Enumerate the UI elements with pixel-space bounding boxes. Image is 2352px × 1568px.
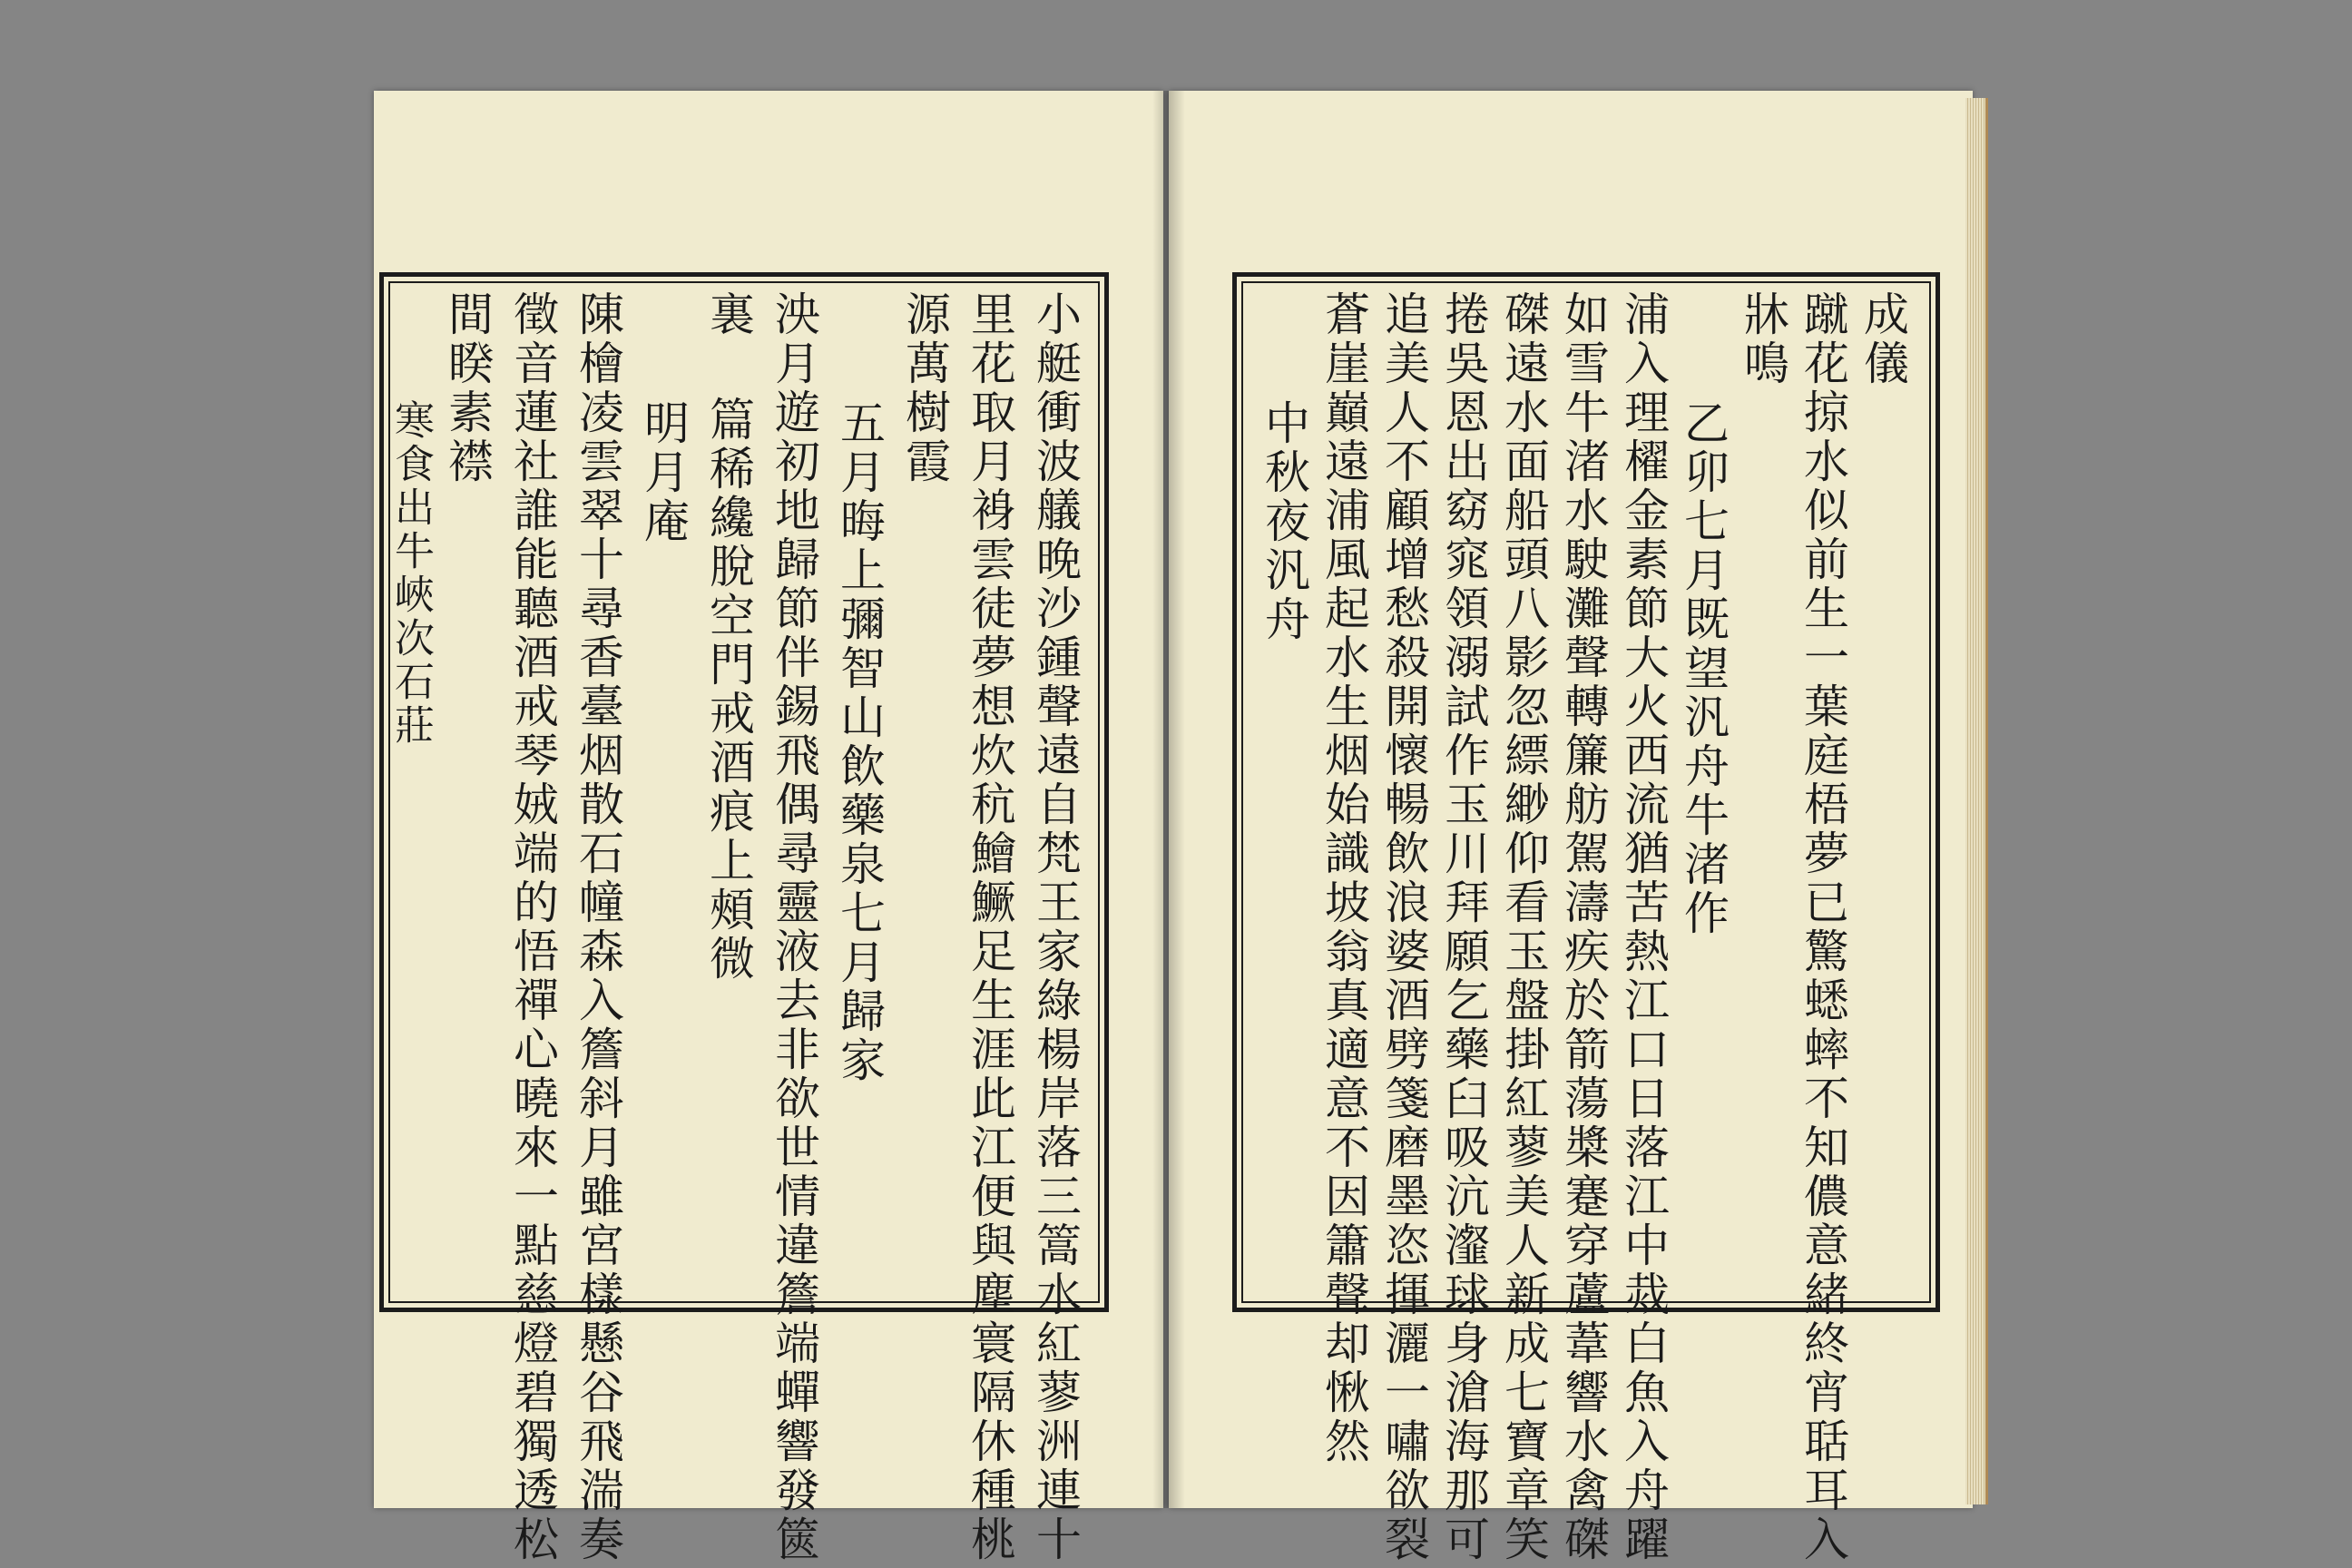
- left-column-2: 里花取月裑雲徒夢想炊秔鱠鱖足生涯此江便與塵寰隔休種桃: [964, 290, 1016, 1564]
- right-column-2: 蹴花掠水似前生一葉庭梧夢已驚蟋蟀不知儂意緒終宵聒耳入: [1797, 290, 1849, 1564]
- right-column-1: 成儀: [1857, 290, 1909, 388]
- left-column-5: 泱月遊初地歸節伴錫飛偶尋靈液去非欲世情違簷端蟬響發篋: [768, 290, 820, 1564]
- right-column-5: 浦入理櫂金素節大火西流猶苦熱江口日落江中烖白魚入舟躍: [1617, 290, 1670, 1564]
- right-column-4: 乙卯七月既望汎舟牛渚作: [1677, 399, 1730, 938]
- right-column-3: 牀鳴: [1737, 290, 1789, 388]
- right-column-8: 捲吳恩出窈窕領溺試作玉川拜願乞藥臼吸沆瀣球身滄海那可: [1437, 290, 1490, 1564]
- right-column-7: 磔遠水面船頭八影忽縹緲仰看玉盤掛紅蓼美人新成七寶章笑: [1497, 290, 1550, 1564]
- left-column-3: 源萬樹霞: [898, 290, 951, 486]
- left-column-1: 小艇衝波艤晚沙鍾聲遠自梵王家綠楊岸落三篙水紅蓼洲連十: [1029, 290, 1082, 1564]
- left-column-7: 明月庵: [637, 399, 690, 546]
- page-edges: [1965, 98, 1988, 1504]
- right-column-9: 追美人不顧增愁殺開懷暢飲浪婆酒劈箋磨墨恣揮灑一嘯欲裂: [1377, 290, 1430, 1564]
- right-column-11: 中秋夜汎舟: [1258, 399, 1310, 644]
- right-column-10: 蒼崖巔遠浦風起水生烟始識坡翁真適意不因簫聲却愀然: [1318, 290, 1370, 1466]
- left-column-8: 陳檜凌雲翠十尋香臺烟散石幢森入簷斜月雖宮樣懸谷飛湍奏: [572, 290, 624, 1564]
- left-column-6: 裏 篇稀纔脫空門戒酒痕上頰微: [702, 290, 755, 984]
- right-column-6: 如雪牛渚水駛灘聲轉簾舫駕濤疾於箭蕩槳蹇穿蘆葦響水禽磔: [1557, 290, 1610, 1564]
- left-column-9: 徵音蓮社誰能聽酒戒琴娀端的悟禪心曉來一點慈燈碧獨透松: [506, 290, 559, 1564]
- left-column-10: 間睽素襟: [441, 290, 494, 486]
- left-column-11: 寒食出牛峽次石莊: [387, 399, 434, 748]
- book-gutter: [1152, 91, 1185, 1508]
- left-column-4: 五月晦上彌智山飲藥泉七月歸家: [833, 399, 886, 1085]
